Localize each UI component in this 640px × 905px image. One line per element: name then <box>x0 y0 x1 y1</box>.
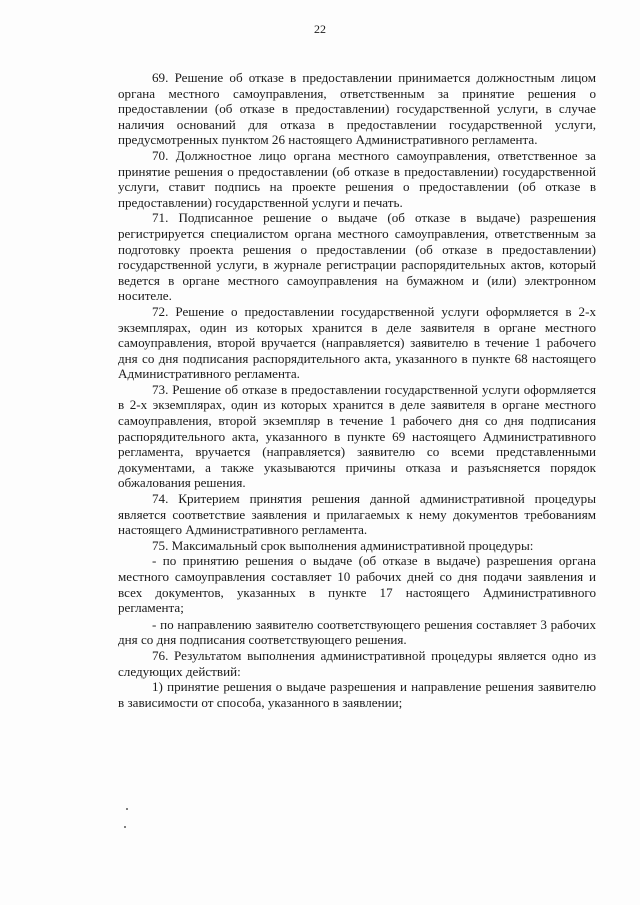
paragraph-69: 69. Решение об отказе в предоставлении принимается должностным лицом органа местного самоуправления, ответственным за принятие решения о предоставлении (об отказе в предоставлении) государственной услуги, в случае наличия оснований для отказа в предоставлении государственной услуги, предусмотренных пунктом 26 настоящего Административного регламента. <box>118 70 596 148</box>
document-body <box>118 70 596 710</box>
paragraph-75-item-1: - по принятию решения о выдаче (об отказе в выдаче) разрешения органа местного самоуправления составляет 10 рабочих дней со дня подачи заявления и всех документов, указанных в пункте 17 настоящего Административного регламента; <box>118 553 596 616</box>
paragraph-73: 73. Решение об отказе в предоставлении государственной услуги оформляется в 2-х экземплярах, один из которых хранится в деле заявителя в органе местного самоуправления, второй экземпляр в течение 1 рабочего дня со дня подписания распорядительного акта, указанного в пункте 69 настоящего Административного регламента, вручается (направляется) заявителю со всеми представленными документами, а также указываются причины отказа и разъясняется порядок обжалования решения. <box>118 381 596 491</box>
paragraph-76-item-1: 1) принятие решения о выдаче разрешения и направление решения заявителю в зависимости от способа, указанного в заявлении; <box>118 679 596 710</box>
paragraph-71: 71. Подписанное решение о выдаче (об отказе в выдаче) разрешения регистрируется специалистом органа местного самоуправления, ответственным за подготовку проекта решения о предоставлении (об отказе в предоставлении) государственной услуги, в журнале регистрации распорядительных актов, который ведется в органе местного самоуправления на бумажном и (или) электронном носителе. <box>118 210 596 304</box>
paragraph-70: 70. Должностное лицо органа местного самоуправления, ответственное за принятие решения о предоставлении (об отказе в предоставлении) государственной услуги, ставит подпись на проекте решения о предоставлении (об отказе в предоставлении) государственной услуги и печать. <box>118 147 596 210</box>
scan-speck <box>124 826 126 828</box>
scan-speck <box>126 808 128 810</box>
paragraph-75: 75. Максимальный срок выполнения административной процедуры: <box>152 537 534 553</box>
paragraph-76: 76. Результатом выполнения административной процедуры является одно из следующих действий: <box>118 647 596 679</box>
paragraph-75-item-2: - по направлению заявителю соответствующего решения составляет 3 рабочих дня со дня подписания соответствующего решения. <box>118 616 596 648</box>
page-number: 22 <box>314 22 326 36</box>
paragraph-72: 72. Решение о предоставлении государственной услуги оформляется в 2-х экземплярах, один из которых хранится в деле заявителя в органе местного самоуправления, второй вручается (направляется) заявителю в течение 1 рабочего дня со дня подписания распорядительного акта, указанного в пункте 68 настоящего Административного регламента. <box>118 303 596 382</box>
paragraph-74: 74. Критерием принятия решения данной административной процедуры является соответствие заявления и прилагаемых к нему документов требованиям настоящего Административного регламента. <box>118 491 596 538</box>
